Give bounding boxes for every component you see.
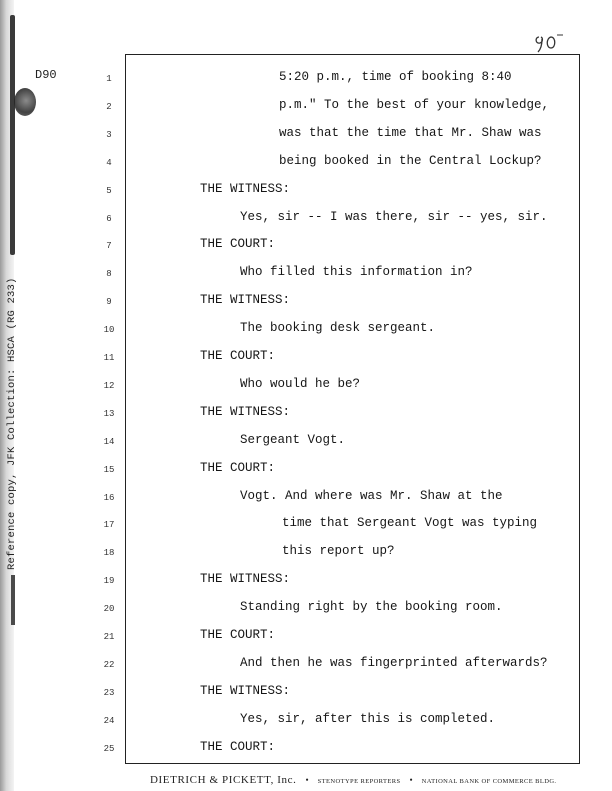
transcript-line: time that Sergeant Vogt was typing (282, 516, 538, 531)
transcript-line: Who would he be? (240, 376, 361, 391)
line-number: 23 (103, 687, 115, 698)
footer-separator: • (409, 775, 413, 785)
archive-reference-stamp: Reference copy, JFK Collection: HSCA (RG 233) (6, 277, 18, 570)
line-number: 14 (103, 436, 115, 447)
binding-mark (10, 15, 15, 255)
line-number: 22 (103, 659, 115, 670)
line-number: 25 (103, 743, 115, 754)
line-number: 4 (106, 157, 112, 168)
transcript-line: The booking desk sergeant. (240, 321, 436, 336)
transcript-line: And then he was fingerprinted afterwards? (240, 655, 548, 670)
speaker-label: THE COURT: (200, 628, 276, 642)
line-number: 10 (103, 325, 115, 336)
line-number: 11 (103, 353, 115, 363)
speaker-label: THE WITNESS: (200, 683, 291, 698)
footer-role: STENOTYPE REPORTERS (317, 778, 401, 785)
transcript-line: p.m." To the best of your knowledge, (279, 97, 550, 112)
binding-mark-lower (11, 575, 15, 625)
footer-firm: DIETRICH & PICKETT, Inc. (150, 774, 297, 786)
line-number: 3 (106, 129, 112, 140)
transcript-line: Who filled this information in? (240, 265, 473, 280)
footer-separator: • (305, 775, 309, 785)
handwritten-page-number (533, 33, 577, 53)
line-number: 1 (106, 74, 112, 84)
transcript-line: was that the time that Mr. Shaw was (279, 125, 542, 140)
transcript-line: 5:20 p.m., time of booking 8:40 (279, 70, 512, 84)
line-number: 12 (103, 380, 115, 391)
speaker-label: THE WITNESS: (200, 181, 291, 196)
line-number: 5 (106, 185, 112, 196)
line-number: 24 (103, 715, 115, 726)
line-number: 18 (103, 548, 115, 559)
transcript-line: Sergeant Vogt. (240, 432, 346, 447)
line-number: 6 (106, 213, 112, 224)
transcript-line: Yes, sir, after this is completed. (240, 711, 496, 726)
transcript-line: Standing right by the booking room. (240, 600, 503, 615)
punch-hole-mark (14, 88, 36, 116)
speaker-label: THE WITNESS: (200, 572, 291, 587)
line-number: 13 (103, 408, 115, 419)
transcript-line: being booked in the Central Lockup? (279, 153, 542, 168)
footer-address: NATIONAL BANK OF COMMERCE BLDG. (421, 778, 557, 785)
speaker-label: THE COURT: (200, 460, 276, 475)
speaker-label: THE COURT: (200, 739, 276, 754)
line-number: 19 (103, 576, 115, 587)
speaker-label: THE WITNESS: (200, 293, 291, 308)
speaker-label: THE COURT: (200, 237, 276, 252)
speaker-label: THE COURT: (200, 349, 276, 363)
transcript-line: this report up? (282, 544, 395, 559)
document-id: D90 (35, 68, 57, 82)
transcript-line: Yes, sir -- I was there, sir -- yes, sir. (240, 209, 548, 224)
line-number: 21 (103, 632, 115, 642)
transcript-line: Vogt. And where was Mr. Shaw at the (240, 488, 503, 503)
reporter-footer (150, 770, 580, 788)
speaker-label: THE WITNESS: (200, 404, 291, 419)
line-number: 8 (106, 269, 112, 280)
line-number: 20 (103, 604, 115, 615)
line-number: 17 (103, 520, 115, 531)
line-number: 15 (103, 464, 115, 475)
line-number: 2 (106, 101, 112, 112)
line-number: 9 (106, 297, 112, 308)
line-number: 16 (103, 492, 115, 503)
line-number: 7 (106, 241, 112, 252)
